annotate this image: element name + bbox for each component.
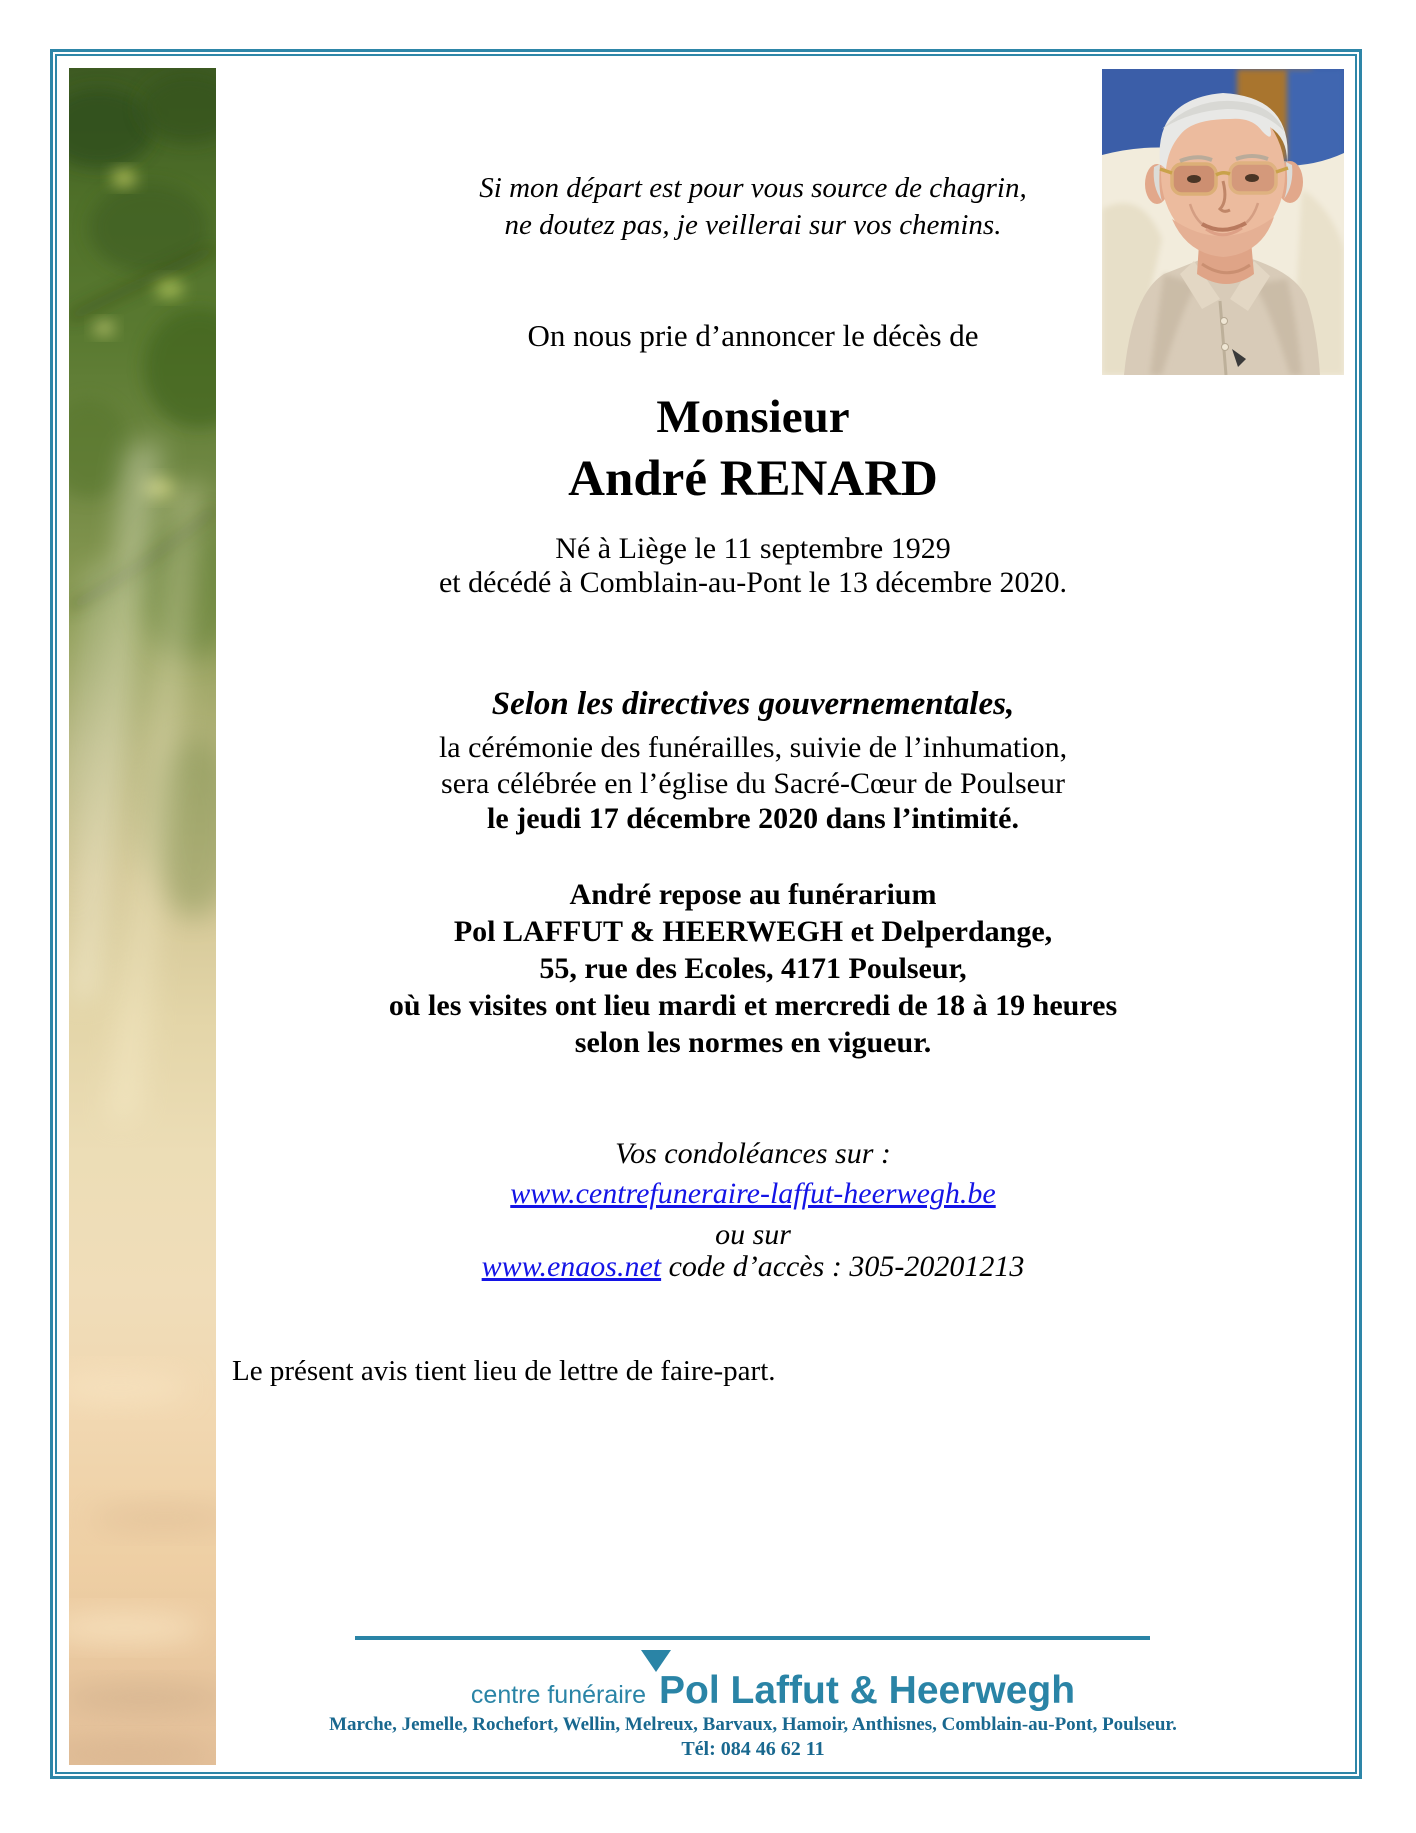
footer-divider-line: [355, 1636, 1150, 1640]
death-line: et décédé à Comblain-au-Pont le 13 décembre 2020.: [438, 566, 1068, 599]
enaos-link-row: [216, 1250, 1290, 1284]
quote-line-1: Si mon départ est pour vous source de chagrin,: [479, 172, 1027, 204]
ceremony-details: [216, 730, 1290, 802]
repose-line-5: selon les normes en vigueur.: [574, 1026, 932, 1059]
ceremony-line-1: la cérémonie des funérailles, suivie de l’inhumation,: [438, 731, 1068, 764]
condolences-link-row: [216, 1177, 1290, 1211]
condolences-intro: Vos condoléances sur :: [615, 1137, 891, 1170]
footer-locations: Marche, Jemelle, Rochefort, Wellin, Melreux, Barvaux, Hamoir, Anthisnes, Comblain-au-Pont, Poulseur.: [329, 1714, 1177, 1735]
opening-quote: [216, 170, 1290, 244]
repose-line-3: 55, rue des Ecoles, 4171 Poulseur,: [539, 952, 967, 985]
enaos-access-code: code d’accès : 305-20201213: [661, 1250, 1025, 1283]
announcement-content: [216, 0, 1290, 1833]
birth-line: Né à Liège le 11 septembre 1929: [555, 532, 951, 565]
repose-line-4: où les visites ont lieu mardi et mercredi de 18 à 19 heures: [388, 989, 1118, 1022]
birth-death-dates: [216, 532, 1290, 600]
ceremony-line-2: sera célébrée en l’église du Sacré-Cœur de Poulseur: [441, 767, 1065, 800]
announcement-intro: On nous prie d’annoncer le décès de: [527, 318, 979, 353]
enaos-website-link[interactable]: www.enaos.net: [481, 1250, 662, 1283]
government-directive: Selon les directives gouvernementales,: [491, 686, 1015, 722]
faire-part-notice: Le présent avis tient lieu de lettre de faire-part.: [232, 1355, 776, 1387]
ceremony-date: le jeudi 17 décembre 2020 dans l’intimité.: [487, 802, 1019, 835]
forest-path-image: [69, 68, 216, 1765]
footer-phone: Tél: 084 46 62 11: [681, 1738, 825, 1760]
repose-line-1: André repose au funérarium: [569, 878, 937, 911]
logo-brand-large: Pol Laffut & Heerwegh: [659, 1669, 1076, 1712]
deceased-name: André RENARD: [568, 451, 938, 507]
condolences-or: ou sur: [715, 1218, 791, 1251]
funeral-home-website-link[interactable]: www.centrefuneraire-laffut-heerwegh.be: [510, 1177, 996, 1210]
repose-details: [216, 876, 1290, 1061]
logo-brand-small: centre funéraire: [470, 1681, 647, 1709]
forest-path-photo: [69, 68, 216, 1765]
quote-line-2: ne doutez pas, je veillerai sur vos chemins.: [504, 209, 1002, 241]
repose-line-2: Pol LAFFUT & HEERWEGH et Delperdange,: [453, 915, 1053, 948]
funeral-home-logo: [216, 1668, 1290, 1714]
deceased-title: Monsieur: [656, 391, 850, 443]
